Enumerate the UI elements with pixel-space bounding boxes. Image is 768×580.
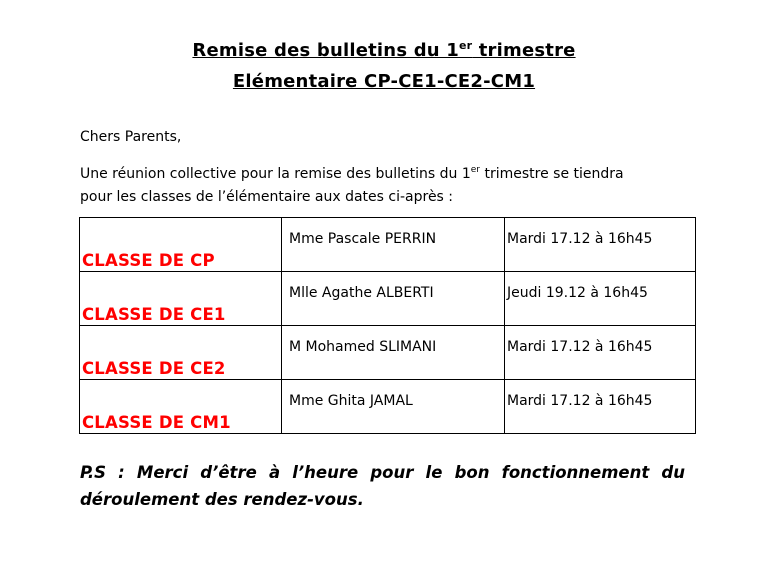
date-cell bbox=[505, 272, 696, 326]
title-line-1-end: trimestre bbox=[472, 40, 576, 61]
class-label: CLASSE DE CE2 bbox=[82, 359, 226, 378]
class-cell bbox=[80, 218, 282, 272]
date-cell bbox=[505, 326, 696, 380]
table-row bbox=[80, 272, 696, 326]
intro-paragraph bbox=[80, 163, 700, 209]
class-cell bbox=[80, 326, 282, 380]
postscript-line-2: déroulement des rendez-vous. bbox=[80, 490, 364, 509]
meeting-date: Mardi 17.12 à 16h45 bbox=[507, 392, 653, 409]
title-line-1 bbox=[0, 40, 768, 61]
meeting-date: Jeudi 19.12 à 16h45 bbox=[507, 284, 648, 301]
class-cell bbox=[80, 380, 282, 434]
teacher-name: Mme Pascale PERRIN bbox=[289, 230, 437, 247]
table-row bbox=[80, 380, 696, 434]
teacher-cell bbox=[282, 380, 505, 434]
date-cell bbox=[505, 218, 696, 272]
title-line-1-superscript: er bbox=[458, 39, 473, 52]
intro-line-2: pour les classes de l’élémentaire aux dates ci-après : bbox=[80, 189, 454, 205]
meeting-date: Mardi 17.12 à 16h45 bbox=[507, 230, 653, 247]
table-row bbox=[80, 326, 696, 380]
meeting-date: Mardi 17.12 à 16h45 bbox=[507, 338, 653, 355]
class-label: CLASSE DE CP bbox=[82, 251, 215, 270]
teacher-name: Mlle Agathe ALBERTI bbox=[289, 284, 434, 301]
date-cell bbox=[505, 380, 696, 434]
teacher-name: Mme Ghita JAMAL bbox=[289, 392, 413, 409]
postscript-line-1: P.S : Merci d’être à l’heure pour le bon fonctionnement du bbox=[80, 463, 685, 482]
teacher-cell bbox=[282, 272, 505, 326]
intro-line-1-main: Une réunion collective pour la remise des bulletins du 1 bbox=[80, 166, 471, 182]
table-row bbox=[80, 218, 696, 272]
intro-line-1-superscript: er bbox=[470, 165, 481, 175]
title-line-2: Elémentaire CP-CE1-CE2-CM1 bbox=[232, 71, 536, 92]
schedule-table bbox=[79, 217, 696, 434]
class-label: CLASSE DE CM1 bbox=[82, 413, 231, 432]
title-line-1-main: Remise des bulletins du 1 bbox=[192, 40, 459, 61]
teacher-name: M Mohamed SLIMANI bbox=[289, 338, 437, 355]
teacher-cell bbox=[282, 326, 505, 380]
intro-line-1-end: trimestre se tiendra bbox=[480, 166, 624, 182]
greeting: Chers Parents, bbox=[80, 129, 182, 145]
intro-line-1 bbox=[80, 163, 700, 186]
class-cell bbox=[80, 272, 282, 326]
class-label: CLASSE DE CE1 bbox=[82, 305, 226, 324]
postscript-note bbox=[80, 459, 685, 513]
teacher-cell bbox=[282, 218, 505, 272]
